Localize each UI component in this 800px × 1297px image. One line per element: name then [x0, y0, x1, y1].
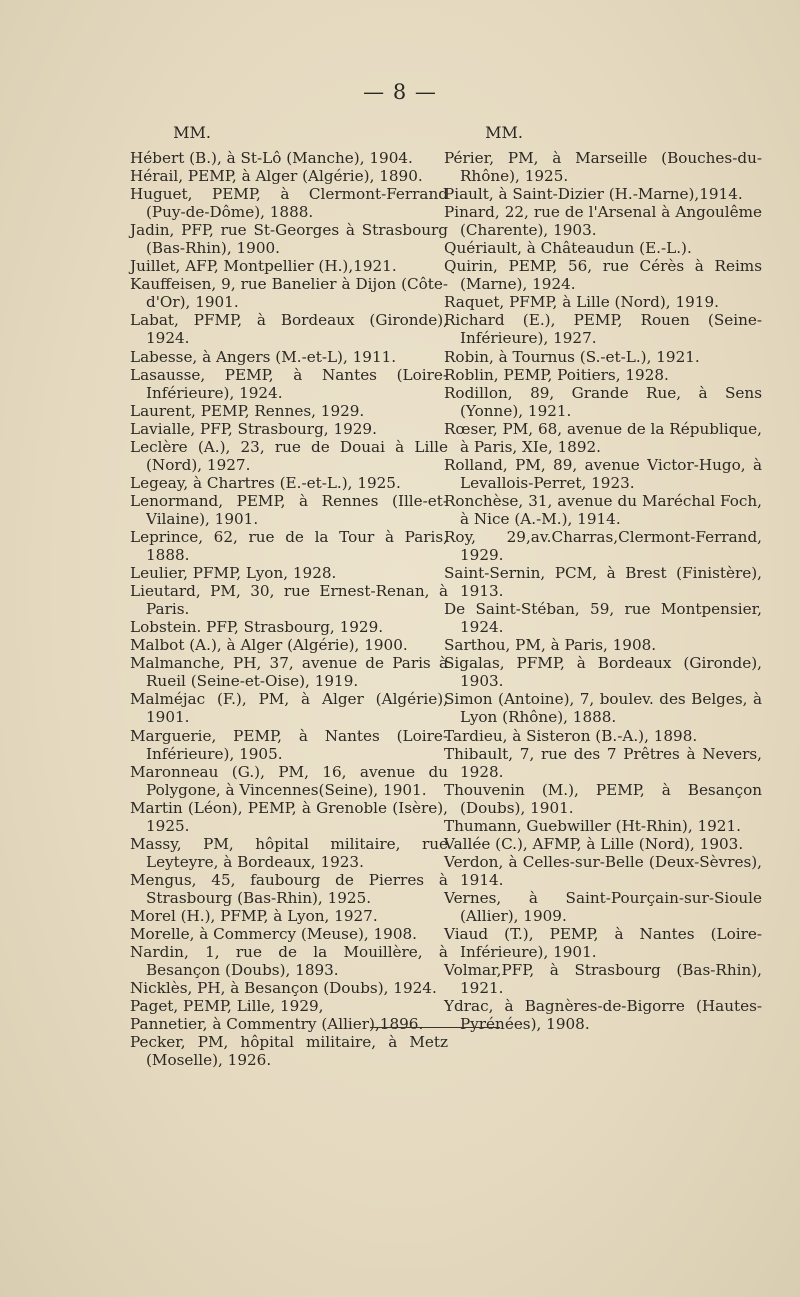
directory-entry: Malmanche, PH, 37, avenue de Paris à Rueil (Seine-et-Oise), 1919. [130, 654, 448, 691]
directory-entry: Labesse, à Angers (M.-et-L), 1911. [130, 347, 397, 366]
directory-entry: Périer, PM, à Marseille (Bouches-du-Rhône), 1925. [444, 149, 762, 186]
directory-entry: Quériault, à Châteaudun (E.-L.). [444, 239, 692, 258]
directory-entry: De Saint-Stéban, 59, rue Montpensier, 1924. [444, 600, 762, 637]
directory-entry: Robin, à Tournus (S.-et-L.), 1921. [444, 347, 700, 366]
directory-entry: Pecker, PM, hôpital militaire, à Metz (Moselle), 1926. [130, 1033, 448, 1070]
closing-rule [370, 1027, 500, 1028]
directory-entry: Lasausse, PEMP, à Nantes (Loire-Inférieure), 1924. [130, 365, 448, 402]
directory-entry: Roy, 29,av.Charras,Clermont-Ferrand, 1929. [444, 527, 762, 565]
directory-entry: Raquet, PFMP, à Lille (Nord), 1919. [444, 293, 719, 312]
directory-entry: Morelle, à Commercy (Meuse), 1908. [130, 925, 417, 944]
directory-entry: Morel (H.), PFMP, à Lyon, 1927. [130, 906, 378, 925]
directory-entry: Thumann, Guebwiller (Ht-Rhin), 1921. [444, 816, 741, 835]
directory-entry: Piault, à Saint-Dizier (H.-Marne),1914. [444, 185, 743, 204]
directory-entry: Laurent, PEMP, Rennes, 1929. [130, 401, 365, 420]
directory-entry: Malbot (A.), à Alger (Algérie), 1900. [130, 636, 408, 655]
directory-entry: Roblin, PEMP, Poitiers, 1928. [444, 365, 669, 384]
directory-entry: Marguerie, PEMP, à Nantes (Loire-Inférieure), 1905. [130, 726, 448, 763]
directory-entry: Quirin, PEMP, 56, rue Cérès à Reims (Marne), 1924. [444, 257, 762, 294]
left-column [130, 120, 448, 1069]
directory-entry: Lieutard, PM, 30, rue Ernest-Renan, à Paris. [130, 582, 448, 619]
right-entry-list [444, 149, 762, 1033]
directory-entry: Mengus, 45, faubourg de Pierres à Strasbourg (Bas-Rhin), 1925. [130, 870, 448, 907]
directory-entry: Leprince, 62, rue de la Tour à Paris, 1888. [130, 527, 448, 565]
directory-entry: Paget, PEMP, Lille, 1929, [130, 997, 324, 1016]
directory-entry: Lavialle, PFP, Strasbourg, 1929. [130, 419, 377, 438]
directory-entry: Vernes, à Saint-Pourçain-sur-Sioule (Allier), 1909. [444, 888, 762, 925]
directory-entry: Jadin, PFP, rue St-Georges à Strasbourg (Bas-Rhin), 1900. [130, 221, 448, 258]
directory-entry: Huguet, PEMP, à Clermont-Ferrand (Puy-de-Dôme), 1888. [130, 185, 448, 222]
right-column [444, 120, 762, 1033]
directory-entry: Ydrac, à Bagnères-de-Bigorre (Hautes-Pyrénées), 1908. [444, 997, 762, 1034]
directory-entry: Richard (E.), PEMP, Rouen (Seine-Inférieure), 1927. [444, 311, 762, 348]
left-column-heading: MM. [173, 123, 211, 142]
directory-entry: Nardin, 1, rue de la Mouillère, à Besançon (Doubs), 1893. [130, 943, 448, 980]
page-number: — 8 — [363, 80, 437, 104]
directory-entry: Saint-Sernin, PCM, à Brest (Finistère), 1913. [444, 564, 762, 601]
directory-entry: Rolland, PM, 89, avenue Victor-Hugo, à Levallois-Perret, 1923. [444, 455, 762, 492]
directory-entry: Thibault, 7, rue des 7 Prêtres à Nevers, 1928. [444, 744, 762, 781]
directory-entry: Hérail, PEMP, à Alger (Algérie), 1890. [130, 167, 423, 186]
directory-entry: Sigalas, PFMP, à Bordeaux (Gironde), 1903. [444, 654, 762, 691]
directory-entry: Legeay, à Chartres (E.-et-L.), 1925. [130, 473, 401, 492]
directory-entry: Nicklès, PH, à Besançon (Doubs), 1924. [130, 979, 437, 998]
directory-entry: Leclère (A.), 23, rue de Douai à Lille (Nord), 1927. [130, 437, 448, 474]
directory-entry: Rodillon, 89, Grande Rue, à Sens (Yonne), 1921. [444, 383, 762, 420]
directory-entry: Thouvenin (M.), PEMP, à Besançon (Doubs), 1901. [444, 780, 762, 817]
directory-entry: Hébert (B.), à St-Lô (Manche), 1904. [130, 149, 413, 167]
directory-entry: Tardieu, à Sisteron (B.-A.), 1898. [444, 726, 698, 745]
directory-entry: Pannetier, à Commentry (Allier),1896. [130, 1015, 424, 1034]
directory-entry: Rœser, PM, 68, avenue de la République, à Paris, XIe, 1892. [444, 419, 762, 456]
directory-entry: Volmar,PFP, à Strasbourg (Bas-Rhin), 1921. [444, 961, 762, 998]
directory-entry: Sarthou, PM, à Paris, 1908. [444, 636, 657, 655]
directory-entry: Labat, PFMP, à Bordeaux (Gironde), 1924. [130, 311, 448, 348]
directory-entry: Malméjac (F.), PM, à Alger (Algérie), 1901. [130, 690, 448, 727]
directory-entry: Ronchèse, 31, avenue du Maréchal Foch, à Nice (A.-M.), 1914. [444, 491, 762, 528]
left-entry-list [130, 149, 448, 1069]
directory-entry: Massy, PM, hôpital militaire, rue Leyteyre, à Bordeaux, 1923. [130, 834, 448, 871]
directory-entry: Kauffeisen, 9, rue Banelier à Dijon (Côte-d'Or), 1901. [130, 275, 448, 312]
right-column-heading: MM. [485, 123, 523, 142]
directory-entry: Martin (Léon), PEMP, à Grenoble (Isère), 1925. [130, 798, 448, 835]
directory-entry: Lenormand, PEMP, à Rennes (Ille-et-Vilaine), 1901. [130, 491, 448, 528]
directory-entry: Vallée (C.), AFMP, à Lille (Nord), 1903. [444, 834, 744, 853]
directory-entry: Pinard, 22, rue de l'Arsenal à Angoulême (Charente), 1903. [444, 203, 762, 240]
directory-entry: Simon (Antoine), 7, boulev. des Belges, à Lyon (Rhône), 1888. [444, 690, 762, 727]
directory-entry: Verdon, à Celles-sur-Belle (Deux-Sèvres), 1914. [444, 852, 762, 889]
directory-entry: Leulier, PFMP, Lyon, 1928. [130, 564, 337, 583]
directory-entry: Juillet, AFP, Montpellier (H.),1921. [130, 257, 397, 276]
directory-entry: Maronneau (G.), PM, 16, avenue du Polygone, à Vincennes(Seine), 1901. [130, 762, 448, 799]
directory-entry: Lobstein. PFP, Strasbourg, 1929. [130, 618, 384, 637]
directory-entry: Viaud (T.), PEMP, à Nantes (Loire-Inférieure), 1901. [444, 925, 762, 962]
